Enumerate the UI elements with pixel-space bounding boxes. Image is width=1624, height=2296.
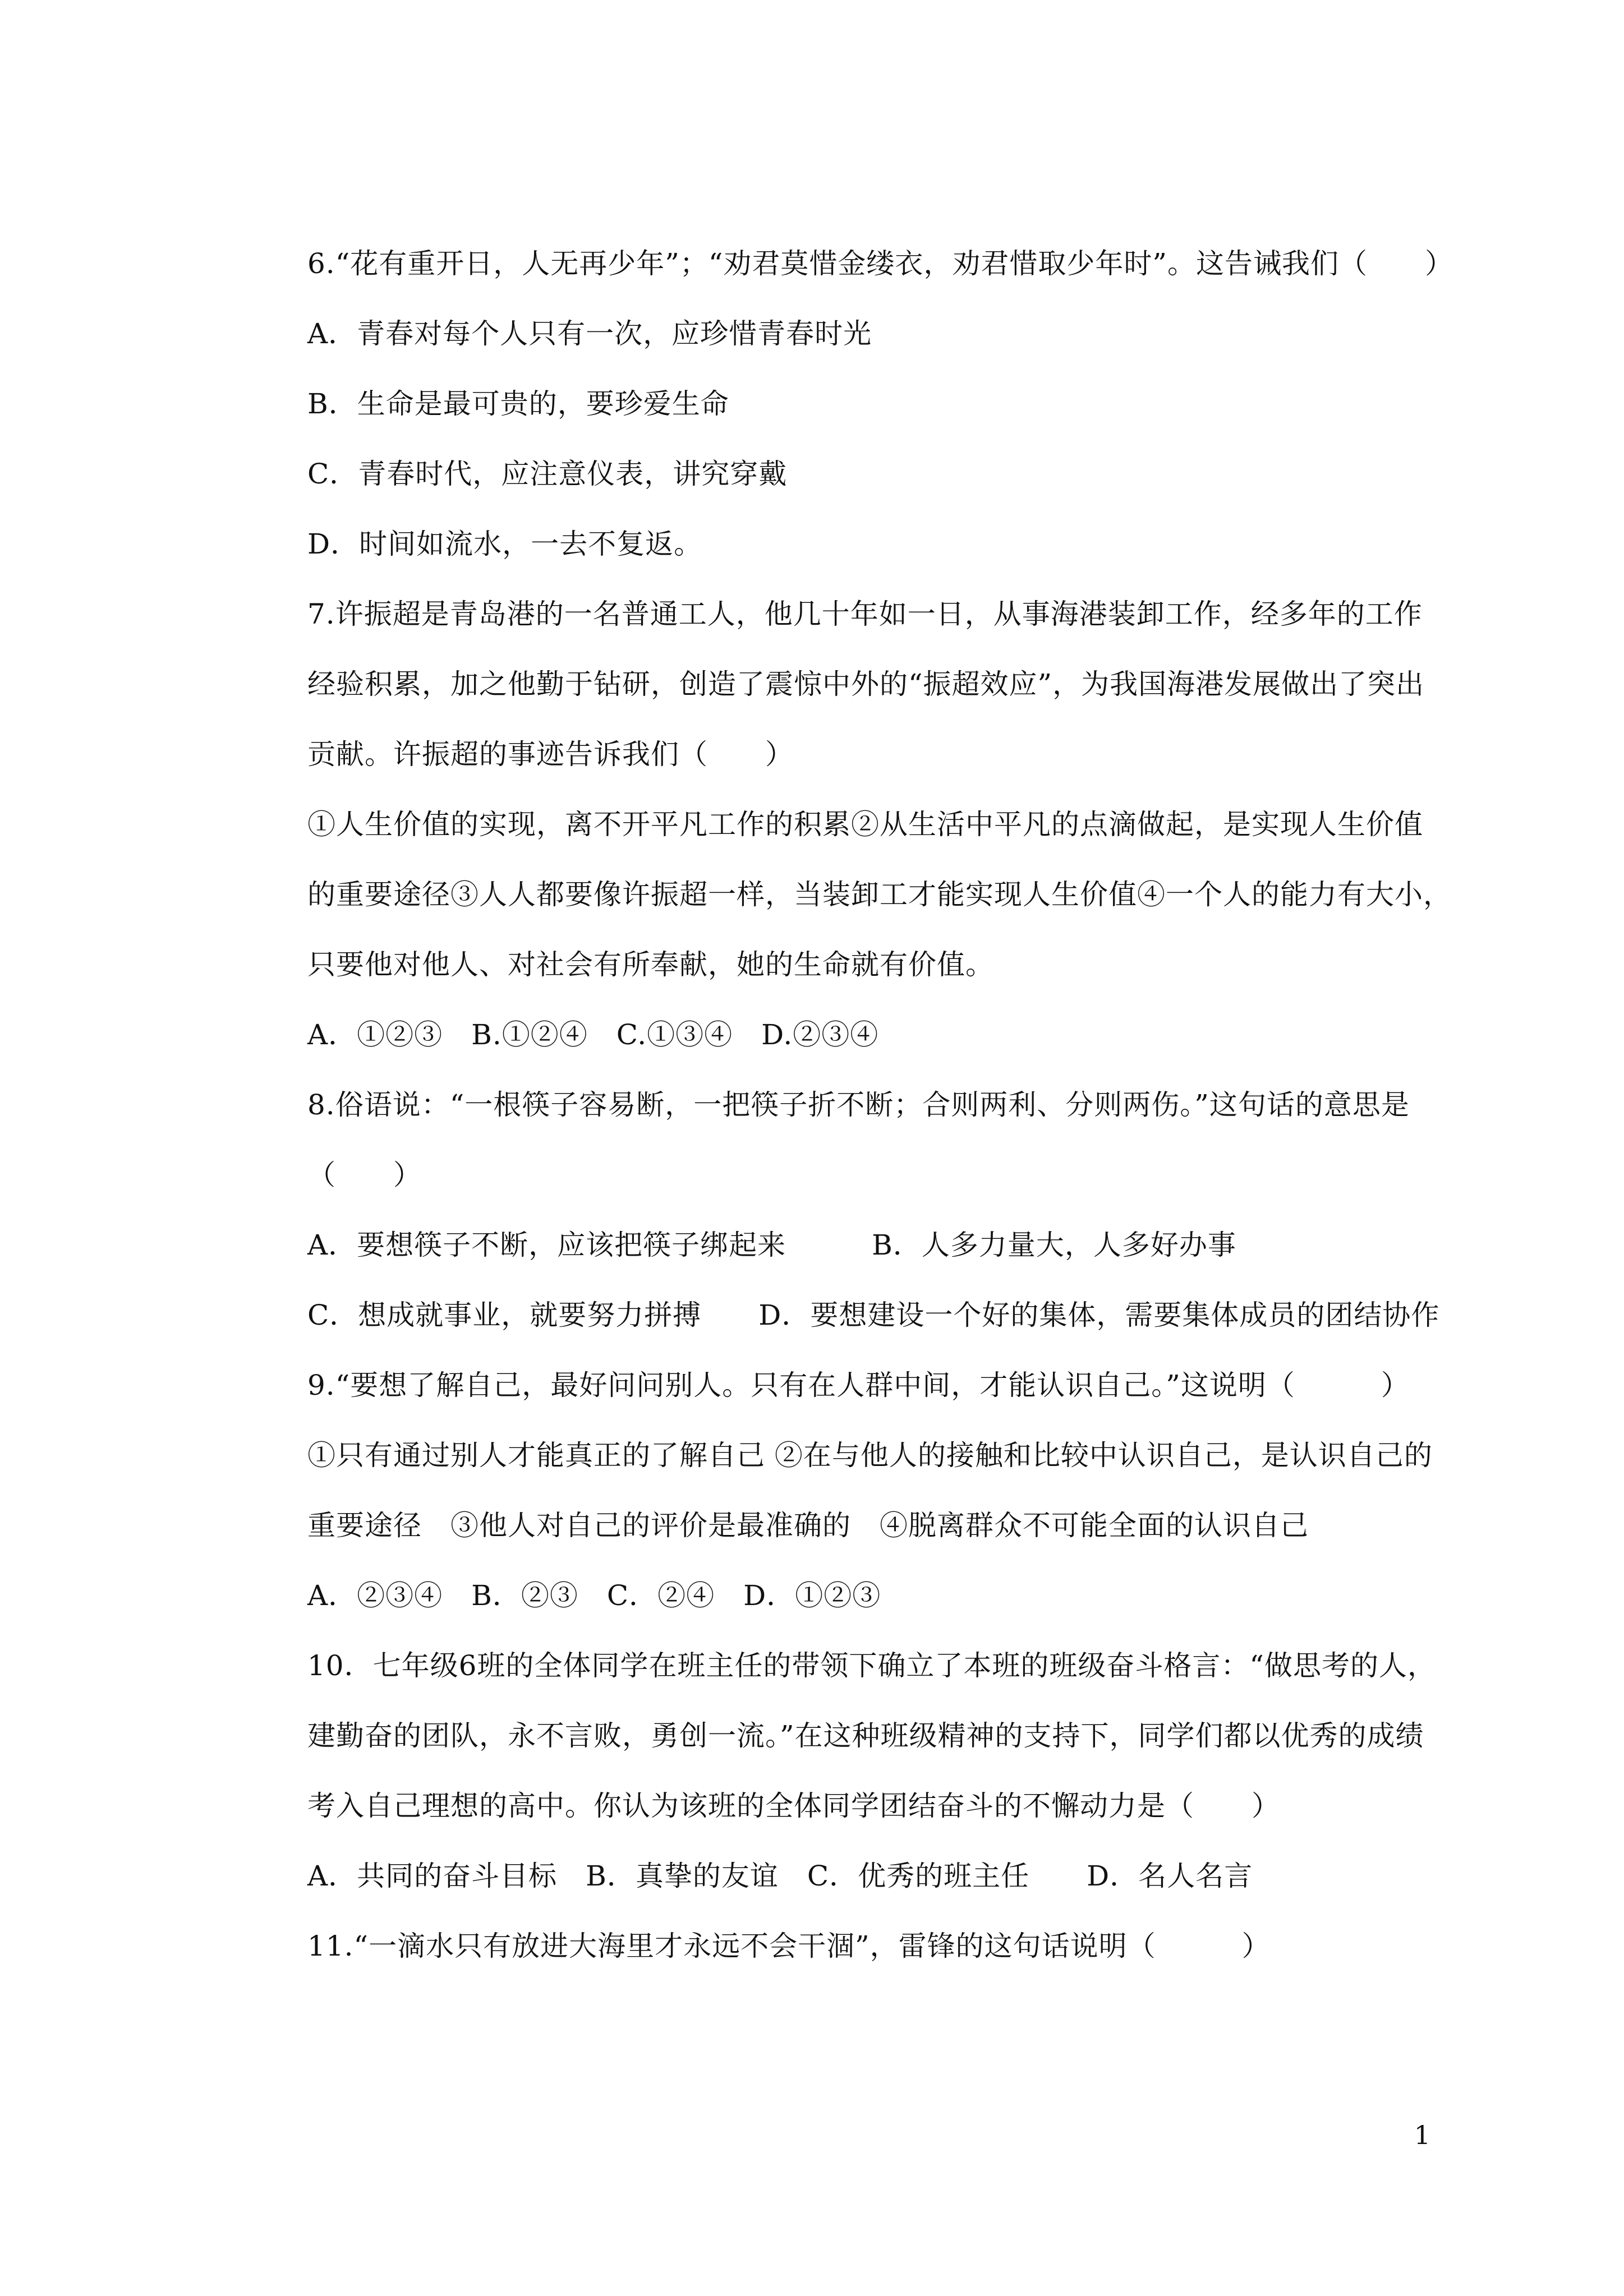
q10-stem-line2: 建勤奋的团队，永不言败，勇创一流。”在这种班级精神的支持下，同学们都以优秀的成绩 <box>307 1719 1424 1752</box>
q6-stem: 6.“花有重开日，人无再少年”；“劝君莫惜金缕衣，劝君惜取少年时”。这告诫我们（ ） <box>307 247 1453 280</box>
q7-statements-line1: ①人生价值的实现，离不开平凡工作的积累②从生活中平凡的点滴做起，是实现人生价值 <box>307 808 1423 841</box>
q8-options-ab: A．要想筷子不断，应该把筷子绑起来 B．人多力量大，人多好办事 <box>307 1229 1236 1261</box>
q10-options: A．共同的奋斗目标 B．真挚的友谊 C．优秀的班主任 D．名人名言 <box>307 1860 1253 1892</box>
q6-option-d: D．时间如流水，一去不复返。 <box>307 528 703 560</box>
q7-stem-line1: 7.许振超是青岛港的一名普通工人，他几十年如一日，从事海港装卸工作，经多年的工作 <box>307 598 1423 630</box>
q8-stem-line1: 8.俗语说：“一根筷子容易断，一把筷子折不断；合则两利、分则两伤。”这句话的意思是 <box>307 1089 1410 1121</box>
q10-stem-line1: 10．七年级6班的全体同学在班主任的带领下确立了本班的班级奋斗格言：“做思考的人， <box>307 1649 1436 1682</box>
q8-stem-line2: （ ） <box>307 1159 422 1191</box>
q10-stem-line3: 考入自己理想的高中。你认为该班的全体同学团结奋斗的不懈动力是（ ） <box>307 1790 1280 1822</box>
q7-stem-line3: 贡献。许振超的事迹告诉我们（ ） <box>307 738 794 771</box>
q9-options: A．②③④ B．②③ C．②④ D．①②③ <box>307 1579 881 1612</box>
page-number: 1 <box>1414 2120 1430 2150</box>
q6-option-a: A．青春对每个人只有一次，应珍惜青春时光 <box>307 317 872 350</box>
q9-statements-line2: 重要途径 ③他人对自己的评价是最准确的 ④脱离群众不可能全面的认识自己 <box>307 1509 1309 1542</box>
q6-option-c: C．青春时代，应注意仪表，讲究穿戴 <box>307 458 788 490</box>
q7-stem-line2: 经验积累，加之他勤于钻研，创造了震惊中外的“振超效应”，为我国海港发展做出了突出 <box>307 668 1425 700</box>
q8-options-cd: C．想成就事业，就要努力拼搏 D．要想建设一个好的集体，需要集体成员的团结协作 <box>307 1299 1440 1331</box>
q11-stem: 11.“一滴水只有放进大海里才永远不会干涸”，雷锋的这句话说明（ ） <box>307 1930 1271 1962</box>
q6-option-b: B．生命是最可贵的，要珍爱生命 <box>307 388 729 420</box>
q7-options: A．①②③ B.①②④ C.①③④ D.②③④ <box>307 1018 879 1051</box>
q9-statements-line1: ①只有通过别人才能真正的了解自己 ②在与他人的接触和比较中认识自己，是认识自己的 <box>307 1439 1433 1472</box>
question-text-block <box>307 229 1453 1981</box>
q7-statements-line2: 的重要途径③人人都要像许振超一样，当装卸工才能实现人生价值④一个人的能力有大小， <box>307 878 1452 911</box>
q7-statements-line3: 只要他对他人、对社会有所奉献，她的生命就有价值。 <box>307 948 994 981</box>
q9-stem: 9.“要想了解自己，最好问问别人。只有在人群中间，才能认识自己。”这说明（ ） <box>307 1369 1410 1401</box>
